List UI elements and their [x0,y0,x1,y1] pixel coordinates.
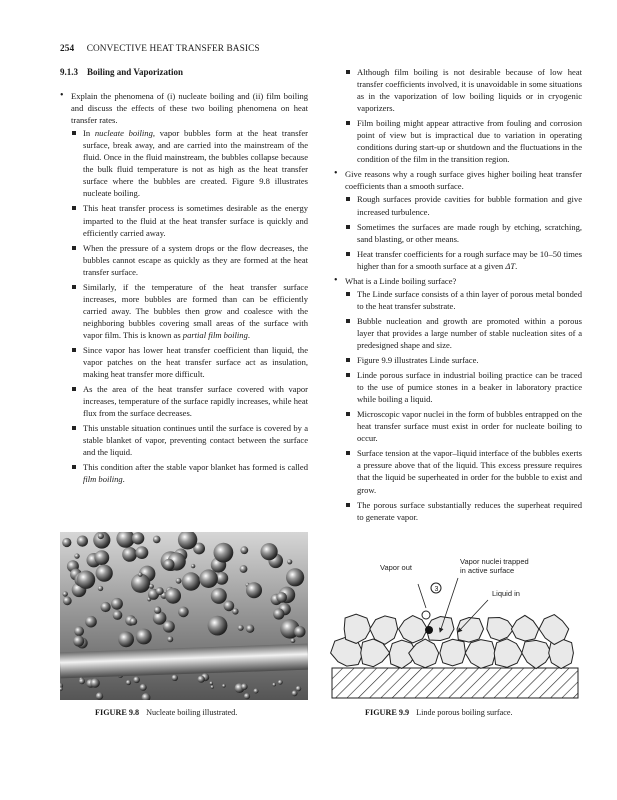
porous-grain [457,618,483,643]
bubble [208,616,228,636]
list-item: This unstable situation continues until the surface is covered by a stable blanket of vapor, preventing contact between the surface and the liquid. [71,422,308,458]
bubble [214,543,234,563]
figure-9-8-nucleate-boiling-photo [60,532,308,700]
figure-9-9-caption-text: Linde porous boiling surface. [416,708,513,717]
answer-list-boiling [60,127,308,485]
right-column [334,66,582,526]
bubble [85,616,97,628]
droplet [244,693,250,699]
bubble [74,553,79,558]
list-item: Rough surfaces provide cavities for bubble formation and give increased turbulence. [345,193,582,217]
term-film-boiling: film boiling [83,474,123,485]
page-number: 254 [60,44,75,54]
question-nucleate-film-boiling: • Explain the phenomena of (i) nucleate boiling and (ii) film boiling and discuss the effects of these two boiling phenomena on heat transfer rates. [60,90,308,126]
bubble [240,546,248,554]
list-item: Heat transfer coefficients for a rough surface may be 10–50 times higher than for a smooth surface at a given ΔT. [345,248,582,272]
question-rough-surface: • Give reasons why a rough surface gives higher boiling heat transfer coefficients than a smooth surface. [334,168,582,192]
bubble [176,578,182,584]
list-item: As the area of the heat transfer surface covered with vapor increases, temperature of the surface rapidly increases, while heat flux from the surface decreases. [71,383,308,419]
porous-grain [409,639,439,668]
droplet [126,680,131,685]
list-item: Film boiling might appear attractive from fouling and corrosion point of view but is impractical due to variation in operating conditions during start-up or shutdown and the fluctuations in the condition of the film in the transition region. [345,117,582,165]
porous-grain [399,616,428,643]
bubble [163,559,174,570]
list-item: Bubble nucleation and growth are promoted within a porous layer that provides a large number of stable nucleation sites of a predesigned shape and size. [345,315,582,351]
porous-grain [465,640,495,669]
label-vapor-out: Vapor out [380,563,412,572]
droplet [254,689,259,694]
droplet [292,690,298,696]
list-item: This condition after the stable vapor blanket has formed is called film boiling. [71,461,308,485]
bubble [96,565,113,582]
list-item: The Linde surface consists of a thin layer of porous metal bonded to the heat transfer substrate. [345,288,582,312]
figure-9-8-caption-text: Nucleate boiling illustrated. [146,708,238,717]
list-item: Microscopic vapor nuclei in the form of bubbles entrapped on the heat transfer surface must exist in order for nucleate boiling to occur. [345,408,582,444]
porous-grain [344,614,371,643]
bubble [294,626,305,637]
droplet [210,681,214,685]
list-item: The porous surface substantially reduces the superheat required to generate vapor. [345,499,582,523]
droplet [172,675,178,681]
bubble [191,564,195,568]
bubble [287,559,292,564]
list-item: Since vapor has lower heat transfer coefficient than liquid, the vapor patches on the heat transfer surface act as insulation, making heat transfer more difficult. [71,344,308,380]
bubble [74,626,84,636]
figure-9-9-caption [365,708,513,717]
bubble [136,546,149,559]
bubble [138,572,142,576]
section-number: 9.1.3 [60,67,78,77]
bubble [167,636,173,642]
list-item: This heat transfer process is sometimes desirable as the energy imparted to the fluid at the heat transfer surface is quickly and efficiently carried away. [71,202,308,238]
list-item: Sometimes the surfaces are made rough by etching, scratching, sand blasting, or other means. [345,221,582,245]
droplet [133,677,140,684]
symbol-delta-t: ΔT [505,260,516,271]
left-column [60,66,308,489]
answer-list-rough-surface [334,193,582,271]
bubble [149,584,154,589]
droplet [222,684,226,688]
bubble [122,547,137,562]
droplet [198,676,205,683]
list-item: In nucleate boiling, vapor bubbles form at the heat transfer surface, break away, and are carried into the mainstream of the fluid. Once in the fluid mainstream, the bubbles collapse because the bulk fluid temperature is not as high as the heat transfer surface where the bubbles are created. Figure 9.8 illustrates nucleate boiling. [71,127,308,199]
linde-surface-diagram [330,556,580,700]
section-heading [60,66,308,78]
droplet [272,683,276,687]
bubble [182,572,200,590]
list-item: When the pressure of a system drops or the flow decreases, the bubbles cannot escape as quickly as they are formed at the heat transfer surface. [71,242,308,278]
figure-9-9-linde-surface-diagram [330,556,580,700]
list-item: Figure 9.9 illustrates Linde surface. [345,354,582,366]
vapor-out-arrow [418,584,426,608]
bubble [98,533,104,539]
bubble [154,606,161,613]
droplet [96,692,103,699]
section-title: Boiling and Vaporization [87,67,184,77]
bubble [63,596,72,605]
droplet [296,686,301,691]
droplet [140,684,147,691]
figure-9-9-label: FIGURE 9.9 [365,708,410,717]
label-vapor-nuclei-2: in active surface [460,566,515,575]
running-head [60,44,260,54]
bubble [62,538,71,547]
bubble [163,621,175,633]
bubble [224,601,235,612]
list-item: Similarly, if the temperature of the heat transfer surface increases, more bubbles are formed than can be efficiently carried away. The bubbles then grow and coalesce with the neighboring bubbles covering small areas of the surface with vapor film. This is known as partial film boiling. [71,281,308,341]
answer-list-film-boiling-cont [334,66,582,165]
bubble [232,608,238,614]
bubble [118,631,134,647]
question-linde-surface: • What is a Linde boiling surface? [334,275,582,287]
list-item: Surface tension at the vapor–liquid interface of the bubbles exerts a pressure above that of the liquid. This excess pressure requires that the liquid be superheated in order for the bubble to exist and grow. [345,447,582,495]
bubble [153,536,161,544]
vapor-nucleus-dot [425,626,433,634]
bubble [73,636,84,647]
answer-list-linde [334,288,582,523]
droplet [211,685,214,688]
term-nucleate-boiling: nucleate boiling [94,128,153,139]
bubble [211,588,227,604]
bubble [273,608,284,619]
bubble [246,625,254,633]
bubble [246,582,262,598]
bubble [98,586,103,591]
nucleate-boiling-image [60,532,308,700]
bubble [238,625,244,631]
list-item: Linde porous surface in industrial boiling practice can be traced to the use of pumice stones in a beaker in laboratory practice while boiling a liquid. [345,369,582,405]
porous-grain [487,618,514,641]
bubble [240,565,248,573]
porous-grain [522,640,552,668]
bubble [63,591,68,596]
porous-grain [511,615,538,641]
droplet [79,678,85,684]
bubble [77,536,88,547]
bubble [261,543,278,560]
bubble [286,568,304,586]
bubble [130,618,138,626]
running-title: CONVECTIVE HEAT TRANSFER BASICS [86,44,260,54]
label-liquid-in: Liquid in [492,589,520,598]
bubble [165,588,181,604]
droplet [241,683,248,690]
bubble [276,592,287,603]
svg-text:3: 3 [434,586,439,593]
figure-9-8-caption [95,708,237,717]
term-partial-film-boiling: partial film boiling [182,329,248,340]
list-item: Although film boiling is not desirable because of low heat transfer coefficients involved, it is unavoidable in some situations as in the vaporization of low boiling liquids or in cryogenic vaporizers. [345,66,582,114]
droplet [278,680,283,685]
bubble [199,569,218,588]
porous-grain [494,639,522,668]
bubble [178,607,189,618]
bubble [77,571,95,589]
bubble [291,638,296,643]
bubble [132,532,144,544]
label-vapor-nuclei-1: Vapor nuclei trapped [460,557,529,566]
vapor-bubble-small [422,611,430,619]
bubble [136,629,152,645]
bubble [156,587,164,595]
bubble [113,610,123,620]
porous-grain [440,639,466,666]
bubble [111,598,123,610]
bubble [94,550,109,565]
droplet [90,678,99,687]
bubble [101,602,111,612]
figure-9-8-label: FIGURE 9.8 [95,708,140,717]
